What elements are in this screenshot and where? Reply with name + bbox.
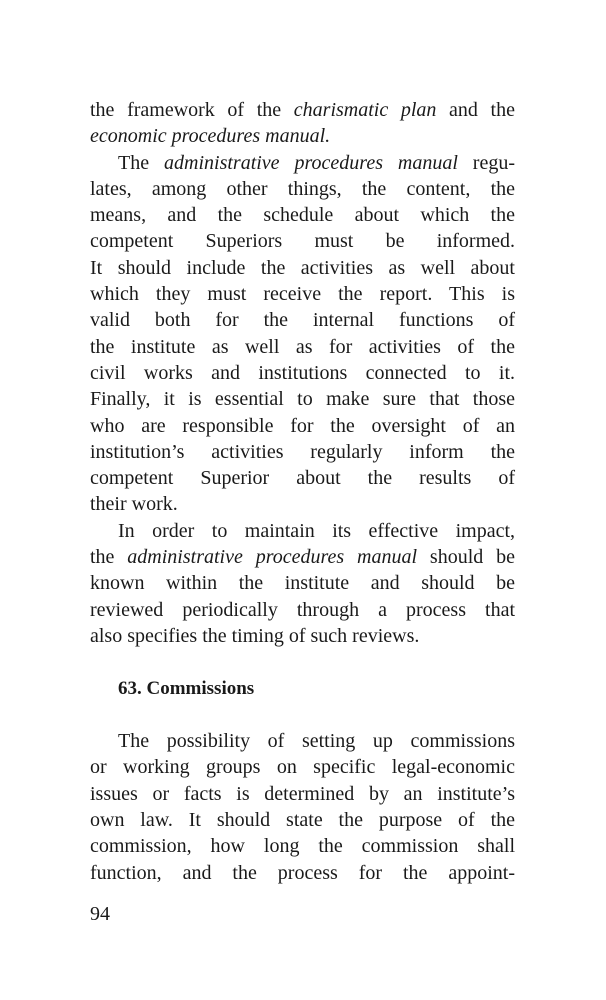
text-run: regu-	[457, 151, 516, 174]
text-run: competent Superiors must be informed.	[90, 230, 515, 253]
text-run: The possibility of setting up commissions	[118, 730, 515, 753]
text-line	[90, 491, 515, 517]
text-line	[90, 439, 515, 465]
text-line	[90, 833, 515, 859]
text-run: means, and the schedule about which the	[90, 204, 515, 227]
text-line	[90, 544, 515, 570]
text-line	[90, 334, 515, 360]
text-line	[90, 123, 515, 149]
text-run: which they must receive the report. This is	[90, 283, 515, 306]
paragraph	[90, 518, 515, 649]
italic-text: economic procedures manual.	[90, 125, 331, 148]
text-line	[90, 807, 515, 833]
text-run: own law. It should state the purpose of the	[90, 809, 515, 832]
text-line	[90, 360, 515, 386]
text-run: commission, how long the commission shall	[90, 835, 515, 858]
text-run: competent Superior about the results of	[90, 467, 515, 490]
text-run: civil works and institutions connected to it.	[90, 361, 515, 384]
text-run: Finally, it is essential to make sure that those	[90, 388, 515, 411]
paragraph	[90, 97, 515, 150]
text-run: the	[90, 546, 128, 569]
text-run: reviewed periodically through a process that	[90, 598, 515, 621]
text-run: It should include the activities as well about	[90, 256, 515, 279]
section-text-before-heading	[90, 97, 515, 649]
text-line	[90, 255, 515, 281]
text-run: and the	[436, 99, 515, 121]
text-run: the framework of the	[90, 99, 294, 121]
text-run: In order to maintain its effective impact,	[118, 519, 515, 542]
text-run: or working groups on specific legal-economic	[90, 756, 515, 779]
text-line	[90, 597, 515, 623]
text-run: The	[118, 151, 165, 174]
text-line	[90, 228, 515, 254]
paragraph	[90, 150, 515, 518]
text-run: issues or facts is determined by an institute’s	[90, 782, 515, 805]
text-line	[90, 176, 515, 202]
text-line	[90, 781, 515, 807]
text-run: who are responsible for the oversight of an	[90, 414, 515, 437]
text-run: valid both for the internal functions of	[90, 309, 515, 332]
paragraph	[90, 728, 515, 886]
text-line	[90, 386, 515, 412]
text-run: lates, among other things, the content, the	[90, 177, 515, 200]
text-line	[90, 570, 515, 596]
section-heading: 63. Commissions	[118, 677, 255, 699]
page-number: 94	[90, 903, 110, 925]
text-line	[90, 97, 515, 123]
italic-text: charismatic plan	[293, 99, 437, 121]
text-line	[90, 623, 515, 649]
text-run: also specifies the timing of such reviews.	[90, 624, 420, 647]
text-line	[90, 465, 515, 491]
text-line	[90, 281, 515, 307]
text-line	[90, 202, 515, 228]
text-line	[90, 307, 515, 333]
text-run: should be	[417, 546, 515, 569]
text-run: institution’s activities regularly inform the	[90, 440, 515, 463]
text-line	[90, 754, 515, 780]
text-run: known within the institute and should be	[90, 572, 515, 595]
text-run: the institute as well as for activities of the	[90, 335, 515, 358]
text-run: function, and the process for the appoint-	[90, 861, 515, 884]
text-line	[90, 150, 515, 176]
page-body	[90, 97, 515, 886]
text-line	[90, 518, 515, 544]
text-run: their work.	[90, 493, 178, 516]
text-line	[90, 728, 515, 754]
italic-text: administrative procedures manual	[127, 546, 418, 569]
italic-text: administrative procedures manual	[164, 151, 458, 174]
section-text-after-heading	[90, 728, 515, 886]
text-line	[90, 860, 515, 886]
text-line	[90, 413, 515, 439]
